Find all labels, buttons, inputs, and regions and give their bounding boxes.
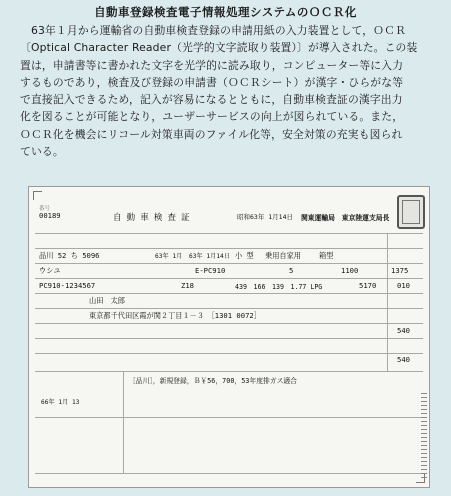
table-rule bbox=[35, 371, 423, 372]
registration-number: 品川 52 ち 5096 bbox=[39, 251, 100, 260]
type-code-2: 010 bbox=[397, 281, 410, 290]
owner-name: 山田 太郎 bbox=[89, 296, 125, 305]
vehicle-size: 小 型 bbox=[235, 251, 254, 260]
side-marks bbox=[421, 393, 427, 479]
capacity: 5 bbox=[289, 266, 294, 275]
registration-date: 63年 1月14日 bbox=[189, 253, 230, 260]
vehicle-weight: 1100 bbox=[341, 266, 359, 275]
paragraph-line: 〔Optical Character Reader（光学的文字読取り装置）〕が導入された。この装 bbox=[20, 41, 418, 55]
table-rule bbox=[35, 248, 423, 249]
table-rule bbox=[35, 473, 423, 474]
paragraph-line: 置は，申請書等に書かれた文字を光学的に読み取り，コンピューター等に入力 bbox=[20, 58, 404, 72]
paragraph-line: で直接記入できるため，記入が容易になるとともに，自動車検査証の漢字出力 bbox=[20, 93, 403, 107]
chassis-number: PC910-1234567 bbox=[39, 281, 96, 290]
inspection-certificate-image bbox=[28, 186, 430, 488]
type-code: 5170 bbox=[359, 281, 377, 290]
issue-date: 昭和63年 1月14日 bbox=[237, 213, 293, 221]
table-rule bbox=[35, 308, 423, 309]
paragraph-line: 63年１月から運輸省の自動車検査登録の申請用紙の入力装置として，ＯＣＲ bbox=[20, 24, 407, 37]
table-rule bbox=[387, 233, 388, 371]
issuer: 関東運輸局 東京陸運支局長 bbox=[301, 214, 390, 222]
table-rule bbox=[35, 263, 423, 264]
maker: ウシユ bbox=[39, 266, 61, 275]
paragraph-line: ている。 bbox=[20, 145, 64, 159]
paragraph-line: するものであり，検査及び登録の申請書（ＯＣＲシート）が漢字・ひらがな等 bbox=[20, 75, 404, 89]
table-rule bbox=[35, 338, 423, 339]
model: E-PC910 bbox=[195, 266, 226, 275]
table-rule bbox=[123, 371, 124, 473]
body-paragraph bbox=[20, 22, 440, 160]
first-registration: 63年 1月 bbox=[155, 253, 183, 260]
total-weight: 1375 bbox=[391, 266, 409, 275]
table-rule bbox=[35, 233, 423, 234]
remarks: ［品川］，新規登録，Ｂ￥56，700，53年度排ガス適合 bbox=[129, 377, 297, 385]
official-seal bbox=[397, 195, 425, 229]
table-rule bbox=[35, 278, 423, 279]
table-rule bbox=[35, 353, 423, 354]
certificate-title: 自 動 車 検 査 証 bbox=[113, 213, 190, 223]
validity-date: 66年 1月 13 bbox=[41, 399, 80, 406]
certificate-number: 00189 bbox=[39, 211, 61, 220]
paragraph-line: 化を図ることが可能となり，ユーザーサービスの向上が図られている。また， bbox=[20, 110, 404, 124]
body-type: 箱型 bbox=[319, 251, 334, 260]
owner-address: 東京都千代田区霞が関２丁目１－３ ［1301 0072］ bbox=[89, 311, 261, 320]
engine-model: Z18 bbox=[181, 281, 194, 290]
page-title: 自動車登録検査電子情報処理システムのＯＣＲ化 bbox=[94, 5, 357, 19]
table-rule bbox=[35, 293, 423, 294]
vehicle-use: 乗用自家用 bbox=[265, 251, 301, 260]
table-rule bbox=[35, 417, 423, 418]
table-rule bbox=[35, 323, 423, 324]
dimensions: 439 166 139 1.77 LPG bbox=[235, 283, 323, 291]
paragraph-line: ＯＣＲ化を機会にリコール対策車両のファイル化等，安全対策の充実も図られ bbox=[20, 127, 403, 141]
corner-mark bbox=[33, 191, 42, 200]
number-label: 番号 bbox=[39, 206, 51, 212]
right-value: 540 bbox=[397, 355, 410, 364]
right-value: 540 bbox=[397, 326, 410, 335]
